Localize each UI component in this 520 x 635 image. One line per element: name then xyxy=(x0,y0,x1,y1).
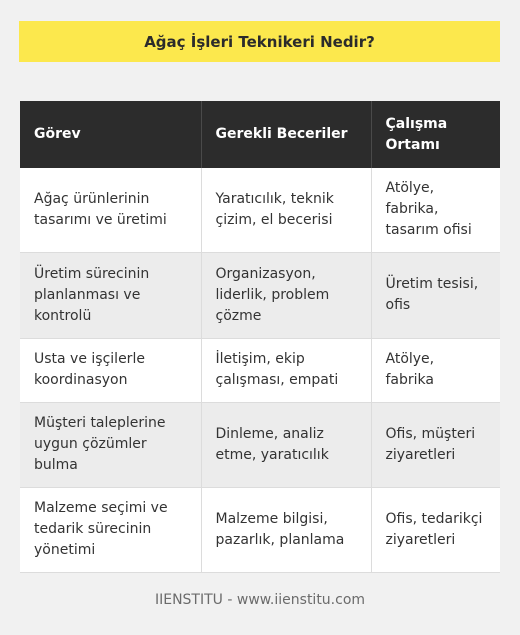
footer-credit: IIENSTITU - www.iienstitu.com xyxy=(154,592,366,608)
column-header-environment: Çalışma Ortamı xyxy=(371,101,500,168)
table-row xyxy=(20,252,500,338)
table-header-row xyxy=(20,101,500,168)
table-cell-skills: İletişim, ekip çalışması, empati xyxy=(201,338,371,402)
column-header-skills: Gerekli Beceriler xyxy=(201,101,371,168)
table-cell-environment: Ofis, tedarikçi ziyaretleri xyxy=(371,487,500,572)
table-cell-skills: Malzeme bilgisi, pazarlık, planlama xyxy=(201,487,371,572)
table-cell-skills: Dinleme, analiz etme, yaratıcılık xyxy=(201,402,371,487)
table-row xyxy=(20,168,500,252)
table-cell-environment: Ofis, müşteri ziyaretleri xyxy=(371,402,500,487)
table-row xyxy=(20,487,500,572)
column-header-task: Görev xyxy=(20,101,201,168)
table-cell-environment: Atölye, fabrika xyxy=(371,338,500,402)
table-cell-task: Malzeme seçimi ve tedarik sürecinin yönetimi xyxy=(20,487,201,572)
page-title: Ağaç İşleri Teknikeri Nedir? xyxy=(19,21,500,62)
table-cell-skills: Organizasyon, liderlik, problem çözme xyxy=(201,252,371,338)
table-cell-environment: Üretim tesisi, ofis xyxy=(371,252,500,338)
table-cell-task: Usta ve işçilerle koordinasyon xyxy=(20,338,201,402)
table-cell-task: Ağaç ürünlerinin tasarımı ve üretimi xyxy=(20,168,201,252)
data-table xyxy=(20,101,500,573)
table-cell-environment: Atölye, fabrika, tasarım ofisi xyxy=(371,168,500,252)
table-row xyxy=(20,338,500,402)
table-cell-task: Müşteri taleplerine uygun çözümler bulma xyxy=(20,402,201,487)
table-row xyxy=(20,402,500,487)
table-cell-task: Üretim sürecinin planlanması ve kontrolü xyxy=(20,252,201,338)
table-cell-skills: Yaratıcılık, teknik çizim, el becerisi xyxy=(201,168,371,252)
